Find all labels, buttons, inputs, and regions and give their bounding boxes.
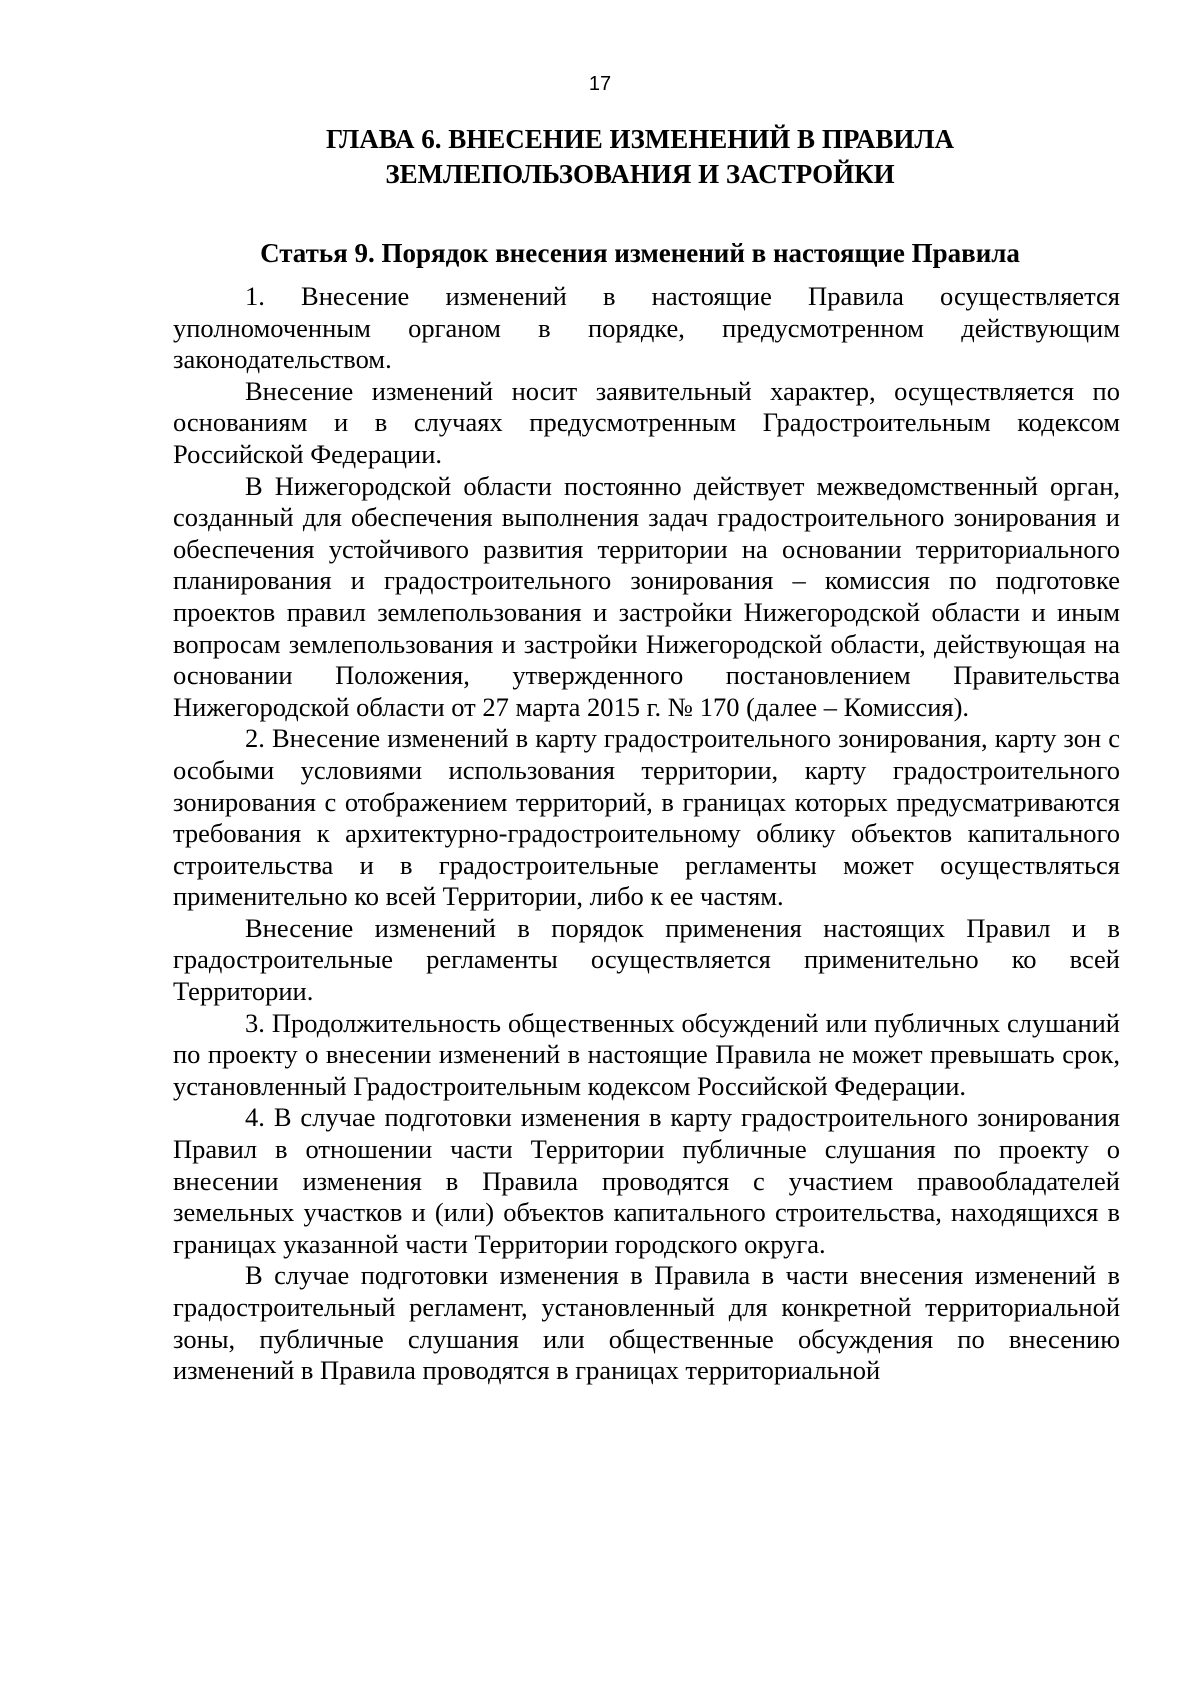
chapter-title — [160, 122, 1120, 192]
paragraph: 3. Продолжительность общественных обсуждений или публичных слушаний по проекту о внесении изменений в настоящие Правила не может превышать срок, установленный Градостроительным кодексом Российской Федерации. — [173, 1007, 1120, 1101]
page-number: 17 — [588, 73, 612, 95]
article-title: Статья 9. Порядок внесения изменений в настоящие Правила — [260, 238, 1020, 268]
chapter-title-line-1: ГЛАВА 6. ВНЕСЕНИЕ ИЗМЕНЕНИЙ В ПРАВИЛА — [325, 124, 954, 154]
paragraph: 2. Внесение изменений в карту градостроительного зонирования, карту зон с особыми условиями использования территории, карту градостроительного зонирования с отображением территорий, в границах которых предусматриваются требования к архитектурно-градостроительному облику объектов капитального строительства и в градостроительные регламенты может осуществляться применительно ко всей Территории, либо к ее частям. — [173, 723, 1120, 912]
paragraph: В случае подготовки изменения в Правила в части внесения изменений в градостроительный регламент, установленный для конкретной территориальной зоны, публичные слушания или общественные обсуждения по внесению изменений в Правила проводятся в границах территориальной — [173, 1260, 1120, 1386]
chapter-title-line-2: ЗЕМЛЕПОЛЬЗОВАНИЯ И ЗАСТРОЙКИ — [385, 159, 895, 189]
article-body — [173, 281, 1120, 1387]
paragraph: Внесение изменений носит заявительный характер, осуществляется по основаниям и в случаях предусмотренным Градостроительным кодексом Российской Федерации. — [173, 375, 1120, 469]
paragraph: В Нижегородской области постоянно действует межведомственный орган, созданный для обеспечения выполнения задач градостроительного зонирования и обеспечения устойчивого развития территории на основании территориального планирования и градостроительного зонирования – комиссия по подготовке проектов правил землепользования и застройки Нижегородской области и иным вопросам землепользования и застройки Нижегородской области, действующая на основании Положения, утвержденного постановлением Правительства Нижегородской области от 27 марта 2015 г. № 170 (далее – Комиссия). — [173, 470, 1120, 722]
paragraph: 1. Внесение изменений в настоящие Правила осуществляется уполномоченным органом в порядке, предусмотренном действующим законодательством. — [173, 281, 1120, 375]
paragraph: Внесение изменений в порядок применения настоящих Правил и в градостроительные регламенты осуществляется применительно ко всей Территории. — [173, 912, 1120, 1007]
paragraph: 4. В случае подготовки изменения в карту градостроительного зонирования Правил в отношении части Территории публичные слушания по проекту о внесении изменения в Правила проводятся с участием правообладателей земельных участков и (или) объектов капитального строительства, находящихся в границах указанной части Территории городского округа. — [173, 1102, 1120, 1259]
